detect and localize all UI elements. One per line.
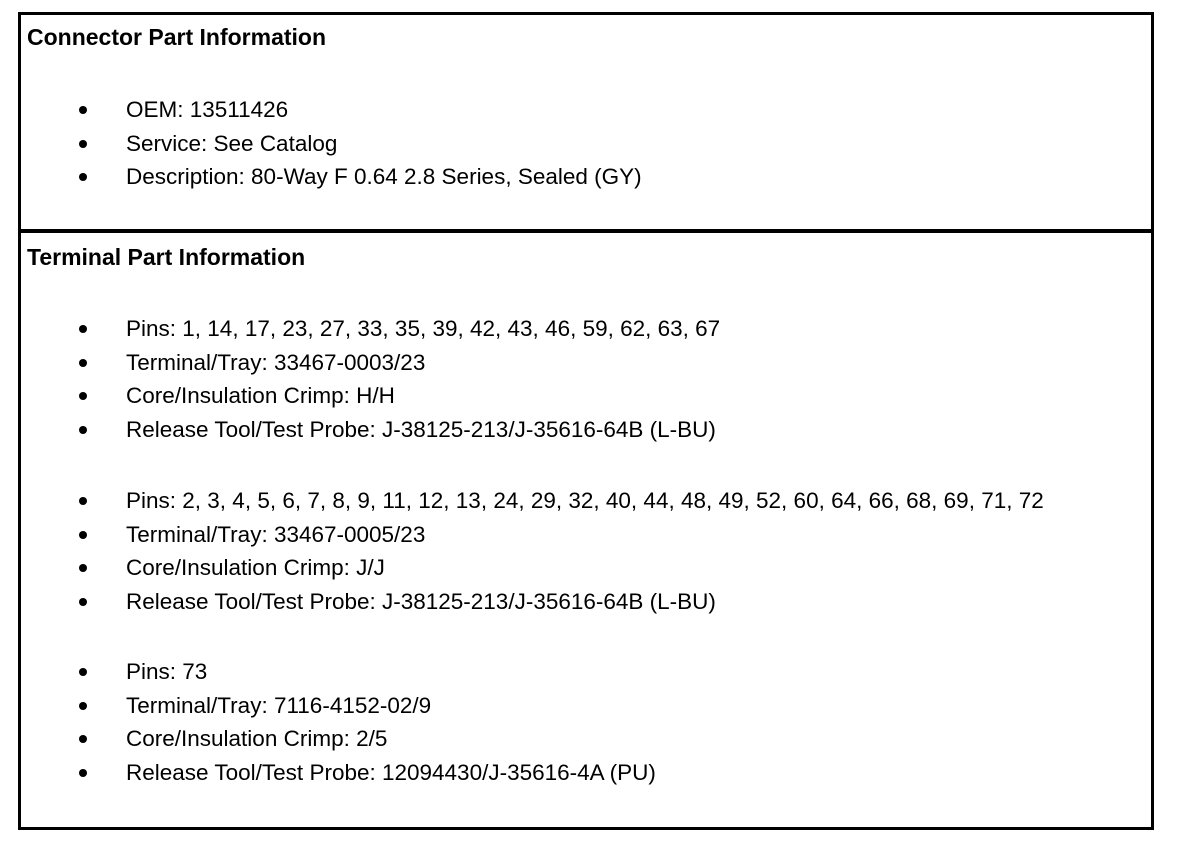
connector-description: Description: 80-Way F 0.64 2.8 Series, Sealed (GY) [126, 164, 642, 189]
terminal-part-heading: Terminal Part Information [27, 244, 306, 270]
bullet-icon [79, 598, 87, 606]
bullet-icon [79, 497, 87, 505]
bullet-icon [79, 668, 87, 676]
pins-list: Pins: 73 [126, 659, 208, 684]
bullet-icon [79, 564, 87, 572]
bullet-icon [79, 531, 87, 539]
bullet-icon [79, 392, 87, 400]
bullet-icon [79, 140, 87, 148]
core-insulation-crimp: Core/Insulation Crimp: J/J [126, 555, 385, 580]
pins-list: Pins: 1, 14, 17, 23, 27, 33, 35, 39, 42, 43, 46, 59, 62, 63, 67 [126, 316, 721, 341]
connector-info-table [18, 12, 1154, 830]
bullet-icon [79, 173, 87, 181]
service-info: Service: See Catalog [126, 130, 338, 156]
connector-part-section [21, 15, 1151, 233]
bullet-icon [79, 106, 87, 114]
terminal-tray: Terminal/Tray: 7116-4152-02/9 [126, 692, 432, 718]
release-tool-test-probe: Release Tool/Test Probe: 12094430/J-35616-4A (PU) [126, 759, 656, 785]
bullet-icon [79, 702, 87, 710]
release-tool-test-probe: Release Tool/Test Probe: J-38125-213/J-35616-64B (L-BU) [126, 416, 716, 442]
bullet-icon [79, 359, 87, 367]
bullet-icon [79, 426, 87, 434]
pins-list: Pins: 2, 3, 4, 5, 6, 7, 8, 9, 11, 12, 13, 24, 29, 32, 40, 44, 48, 49, 52, 60, 64, 66, 68, 69, 71, 72 [126, 488, 1044, 513]
terminal-tray: Terminal/Tray: 33467-0003/23 [126, 349, 426, 375]
release-tool-test-probe: Release Tool/Test Probe: J-38125-213/J-35616-64B (L-BU) [126, 588, 716, 614]
bullet-icon [79, 325, 87, 333]
terminal-part-section [21, 233, 1151, 827]
core-insulation-crimp: Core/Insulation Crimp: 2/5 [126, 726, 388, 751]
core-insulation-crimp: Core/Insulation Crimp: H/H [126, 383, 395, 408]
bullet-icon [79, 735, 87, 743]
bullet-icon [79, 769, 87, 777]
connector-part-heading: Connector Part Information [27, 24, 327, 50]
terminal-tray: Terminal/Tray: 33467-0005/23 [126, 521, 426, 547]
oem-number: OEM: 13511426 [126, 97, 289, 122]
